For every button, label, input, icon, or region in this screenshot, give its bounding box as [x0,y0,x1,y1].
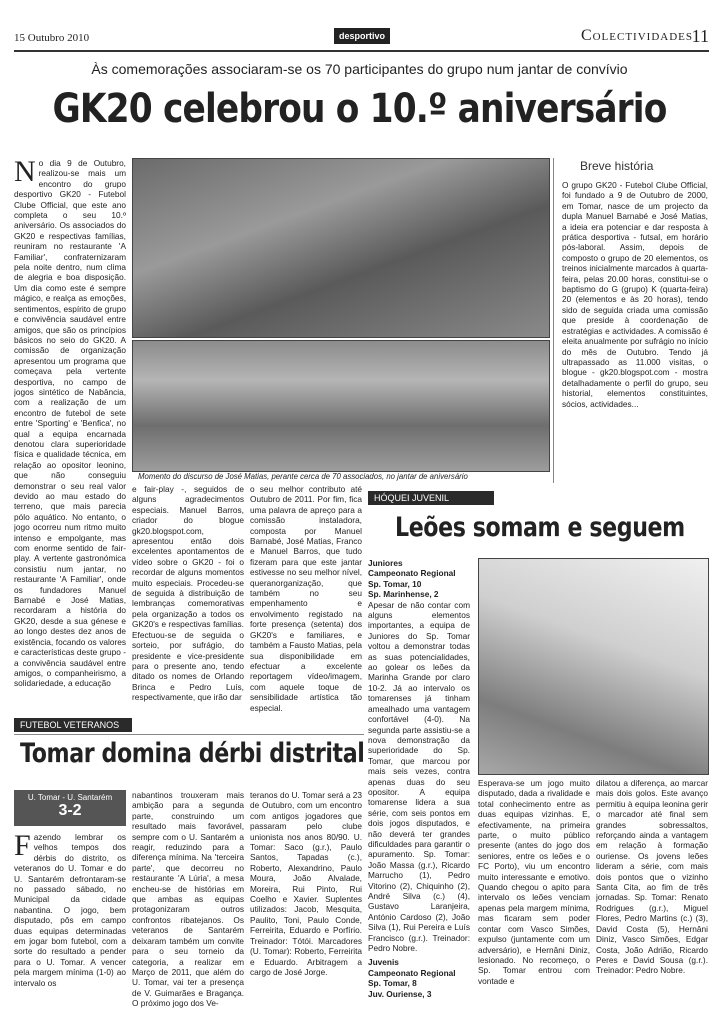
veterans-rule [14,734,364,735]
veterans-section-bar: FUTEBOL VETERANOS [14,718,132,732]
article-column-1-text: o dia 9 de Outubro, realizou-se mais um encontro do grupo desportivo GK20 - Futebol Clube Official, que este ano completa o seu 10.º aniversário. Os associados do GK20 e respectivas famílias, reuniram no restaurante 'A Familiar', confraternizaram pela noite dentro, num clima de alegria e boa disposição. Um dia como este é sempre mágico, e realça as emoções, sentimentos, espírito de grupo e convivência saudável entre amigos, que são os princípios básicos no seio do GK20. A comissão de organização apresentou um programa que começava pela vertente desportiva, no campo de jogos sintético de Nabância, com a realização de um encontro de futebol de sete entre 'Sporting' e 'Benfica', no qual a equipa encarnada denotou clara superioridade física e qualidade técnica, em relação ao opositor leonino, que não conseguiu demonstrar o seu real valor devido ao mau estado do terreno, que mais parecia pólo aquático. No entanto, o jogo ocorreu num ritmo muito intenso e empolgante, mas com enorme sentido de fair-play. A vertente gastronómica consistiu num jantar, no restaurante 'A Familiar', onde os fundadores Manuel Barnabé e José Matias, recordaram a história do GK20, desde a sua génese e ao longo destes dez anos de existência, focando os valores e características deste grupo - a convivência saudável entre amigos, o companheirismo, a solidariedade, a educação [14,158,126,689]
sidebar-title: Breve história [580,159,654,173]
hockey-column-1-text: Apesar de não contar com alguns elementos importantes, a equipa de Juniores do Sp. Tomar voltou a demonstrar todas as suas potencialidades, ao golear os leões da Marinha Grande por claro 10-2. Já ao intervalo os tomarenses já tinham amealhado uma vantagem confortável (4-0). Na segunda parte assistiu-se a nova demonstração da superioridade do Sp. Tomar, que marcou por mais seis vezes, contra apenas duas do seu opositor. A equipa tomarense lidera a sua série, com seis pontos em dois jogos disputados, e não deverá ter grandes dificuldades para garantir o apuramento. Sp. Tomar: João Massa (g.r.), Ricardo Marrucho (1), Pedro Vitorino (2), Chiquinho (2), André Silva (c.) (4), Gustavo Laranjeira, António Cardoso (2), João Silva (1), Rui Pereira e Luís Francisco (g.r.). Treinador: Pedro Nobre. [368,599,470,954]
veterans-headline: Tomar domina dérbi distrital [20,738,365,769]
score-result: 3-2 [58,802,82,819]
hockey-category-juvenis: Juvenis [368,957,399,968]
veterans-column-2: nabantinos trouxeram mais ambição para a segunda parte, construindo um resultado mais favorável, sempre com o U. Santarém a reagir, reduzindo para a diferença mínima. Na 'terceira parte', que decorreu no restaurante 'A Lúria', a mesa encheu-se de histórias em que ambas as equipas protagonizaram outros confrontos ribatejanos. Os veteranos de Santarém deixaram também um convite para o seu torneio da categoria, a realizar em Março de 2011, que além do U. Tomar, vai ter a presença de V. Guimarães e Bragança. O próximo jogo dos Ve- [132,790,244,1009]
page-number: 11 [691,26,709,46]
hockey-competition-2: Campeonato Regional [368,967,456,978]
drop-cap: N [14,158,36,188]
header-rule [14,50,709,52]
veterans-column-3: teranos do U. Tomar será a 23 de Outubro, com um encontro com antigos jogadores que passaram pelo clube unionista nos anos 80/90. U. Tomar: Saco (g.r.), Paulo Santos, Tapadas (c.), Roberto, Alexandrino, Paulo Moura, João Alvalade, Moreira, Rui Pinto, Rui Coelho e Xavier. Suplentes utilizados: Jacob, Mesquita, Paulito, Toni, Paulo Conde, Ferreirita, Eduardo e Porfírio. Treinador: Tótói. Marcadores (U. Tomar): Roberto, Ferreirita e Eduardo. Arbitragem a cargo de José Jorge. [250,790,362,977]
photo-caption: Momento do discurso de José Matias, perante cerca de 70 associados, no jantar de aniversário [138,472,468,481]
hockey-category-juniores: Juniores [368,558,403,568]
score-teams: U. Tomar - U. Santarém [27,793,113,802]
hockey-score-line-2: Sp. Marinhense, 2 [368,589,439,600]
article-column-3: o seu melhor contributo até Outubro de 2011. Por fim, fica uma palavra de apreço para a comissão instaladora, composta por Manuel Barnabé, José Matias, Franco e Manuel Barros, que tudo fizeram para que este jantar estivesse no seu melhor nível, queranorganização, que também no seu empenhamento e envolvimento registado na forte presença (setenta) dos GK20's e familiares, e também a Fausto Matias, pela sua disponibilidade em efectuar a excelente reportagem vídeo/imagem, com aquele toque de sensibilidade artística tão especial. [250,484,362,713]
veterans-column-1-text: azendo lembrar os velhos tempos dos dérbis do distrito, os veteranos do U. Tomar e do U. Santarém defrontaram-se no passado sábado, no Municipal da cidade nabantina. O jogo, bem disputado, pôs em campo duas equipas determinadas em jogar bom futebol, com a sorte do resultado a pender para o U. Tomar. A vencer pela margem mínima (1-0) ao intervalo os [14,832,126,988]
sidebar-divider [553,158,554,483]
article-kicker: Às comemorações associaram-se os 70 participantes do grupo num jantar de convívio [91,61,628,77]
page-header [14,28,709,48]
veterans-column-1 [14,832,126,1018]
hockey-headline: Leões somam e seguem [395,512,685,543]
section-title: Colectividades [580,27,693,44]
article-headline: GK20 celebrou o 10.º aniversário [52,86,667,132]
hockey-score-line-1: Sp. Tomar, 10 [368,578,422,589]
hockey-column-3: dilatou a diferença, ao marcar mais dois golos. Este avanço permitiu à equipa leonina gerir o marcador até final sem grandes sobressaltos, reforçando ainda a vantagem em relação à formação ouriense. Os jovens leões lideram a série, com mais dois pontos que o vizinho Santa Cita, ao fim de três jornadas. Sp. Tomar: Renato Rodrigues (g.r.), Miguel Flores, Pedro Martins (c.) (3), David Costa (5), Hernâni Diniz, Vasco Simões, Edgar Costa, João Adrião, Ricardo Peres e David Sousa (g.r.). Treinador: Pedro Nobre. [596,778,708,976]
hockey-score-line-4: Juv. Ouriense, 3 [368,988,432,999]
dinner-photo [132,340,550,472]
hockey-column-1 [368,558,470,1016]
hockey-photo [478,558,709,775]
page-date: 15 Outubro 2010 [14,32,90,44]
hockey-competition-1: Campeonato Regional [368,568,456,579]
score-box [14,790,126,826]
hockey-score-line-3: Sp. Tomar, 8 [368,978,417,989]
team-photo [132,158,550,338]
sidebar-text: O grupo GK20 - Futebol Clube Official, foi fundado a 9 de Outubro de 2000, em Tomar, nasce de um projecto da dupla Manuel Barnabé e José Matias, a ideia era potenciar e dar resposta à prática desportiva - futsal, em horário pós-laboral. Assim, depois de composto o grupo de 20 elementos, os treinos inicialmente marcados à quarta-feira, pelas 20.00 horas, constitui-se o baptismo do G (grupo) K (quarta-feira) 20 (elementos e às 20 horas), tendo sido de seguida criada uma comissão que preside à coordenação de estratégias e actividades. A comissão é eleita anualmente por sufrágio no início do mês de Outubro. Tendo já ultrapassado as 11.000 visitas, o blogue - gk20.blogspot.com - mostra detalhadamente o perfil do grupo, seu historial, elementos constituintes, sócios, actividades... [562,180,708,409]
hockey-section-bar: HÓQUEI JUVENIL [368,491,494,505]
drop-cap: F [14,832,31,862]
article-column-1 [14,158,126,718]
hockey-column-2: Esperava-se um jogo muito disputado, dada a rivalidade e total conhecimento entre as duas equipas vizinhas. E, efectivamente, na primeira parte, o muito público presente (antes do jogo dos seniores, entre os leões e o FC Porto), viu um encontro muito interessante e emotivo. Quando chegou o apito para intervalo os leões venciam apenas pela margem mínima, mas ficaram sem poder contar com Vasco Simões, expulso (juntamente com um adversário), e Hernâni Diniz, lesionado. No recomeço, o Sp. Tomar entrou com vontade e [478,778,590,986]
article-column-2: e fair-play -, seguidos de alguns agradecimentos especiais. Manuel Barros, criador do blogue gk20.blogspot.com, apresentou então dois excelentes apontamentos de vídeo sobre o GK20 - foi o recordar de alguns momentos muito especiais. Procedeu-se de seguida à distribuição de lembranças comemorativas pela organização a todos os GK20's e respectivas famílias. Efectuou-se de seguida o sorteio, por sufrágio, do presidente e vice-presidente para o presente ano, tendo ditado os nomes de Orlando Brinca e Pedro Luís, respectivamente, que irão dar [132,484,244,703]
publication-logo: desportivo [334,28,390,44]
